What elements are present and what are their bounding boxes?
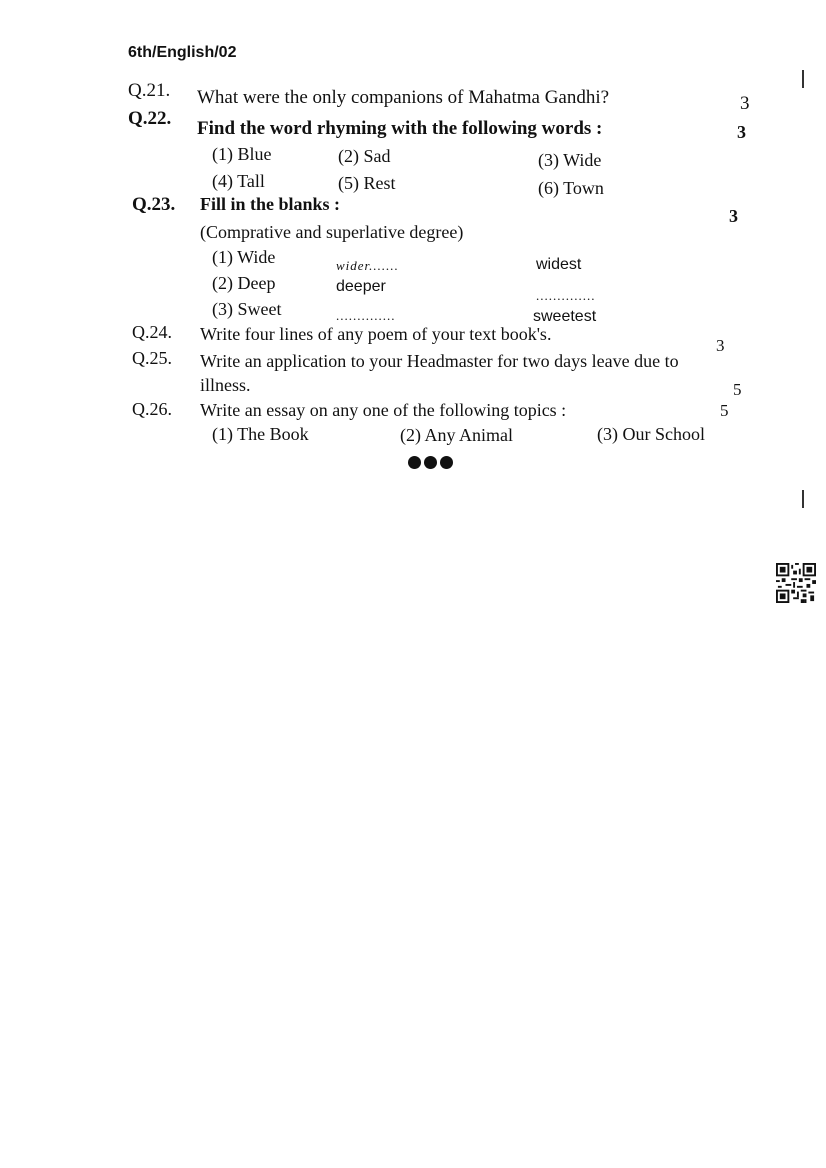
edge-mark bbox=[802, 70, 804, 88]
question-marks: 3 bbox=[740, 93, 750, 114]
question-text: Write an essay on any one of the following topics : bbox=[200, 400, 567, 420]
page-code: 6th/English/02 bbox=[128, 44, 237, 61]
question-text: Find the word rhyming with the following words : bbox=[197, 118, 603, 139]
three-dots-icon bbox=[408, 456, 456, 474]
question-text: Write four lines of any poem of your text book's. bbox=[200, 324, 552, 344]
option: (2) Sad bbox=[338, 146, 391, 166]
option: (3) Wide bbox=[538, 150, 602, 170]
blank-answer: widest bbox=[536, 256, 582, 273]
blank-word: (2) Deep bbox=[212, 273, 276, 293]
question-marks: 5 bbox=[733, 380, 742, 399]
blank-word: (1) Wide bbox=[212, 247, 276, 267]
blank-answer: deeper bbox=[336, 278, 386, 295]
question-subtitle: (Comprative and superlative degree) bbox=[200, 222, 464, 242]
question-marks: 3 bbox=[729, 206, 738, 226]
question-text: Fill in the blanks : bbox=[200, 194, 341, 214]
blank-answer: .............. bbox=[336, 308, 396, 323]
question-marks: 3 bbox=[737, 122, 746, 142]
question-number: Q.21. bbox=[128, 80, 171, 101]
question-text: Write an application to your Headmaster for two days leave due to bbox=[200, 351, 679, 371]
question-number: Q.23. bbox=[132, 194, 176, 215]
option: (4) Tall bbox=[212, 171, 265, 191]
blank-word: (3) Sweet bbox=[212, 299, 282, 319]
question-number: Q.26. bbox=[132, 399, 172, 419]
question-marks: 3 bbox=[716, 336, 725, 355]
question-number: Q.22. bbox=[128, 108, 172, 129]
blank-answer: wider....... bbox=[336, 258, 399, 273]
option: (1) Blue bbox=[212, 144, 272, 164]
topic: (1) The Book bbox=[212, 424, 309, 444]
question-text-continued: illness. bbox=[200, 375, 251, 395]
question-number: Q.25. bbox=[132, 348, 172, 368]
question-marks: 5 bbox=[720, 401, 729, 420]
option: (6) Town bbox=[538, 178, 604, 198]
question-number: Q.24. bbox=[132, 322, 172, 342]
option: (5) Rest bbox=[338, 173, 396, 193]
blank-answer: sweetest bbox=[533, 308, 597, 325]
qr-code-icon bbox=[776, 563, 816, 603]
topic: (2) Any Animal bbox=[400, 425, 513, 445]
edge-mark bbox=[802, 490, 804, 508]
blank-answer: .............. bbox=[536, 288, 596, 303]
question-text: What were the only companions of Mahatma Gandhi? bbox=[197, 87, 610, 108]
topic: (3) Our School bbox=[597, 424, 705, 444]
